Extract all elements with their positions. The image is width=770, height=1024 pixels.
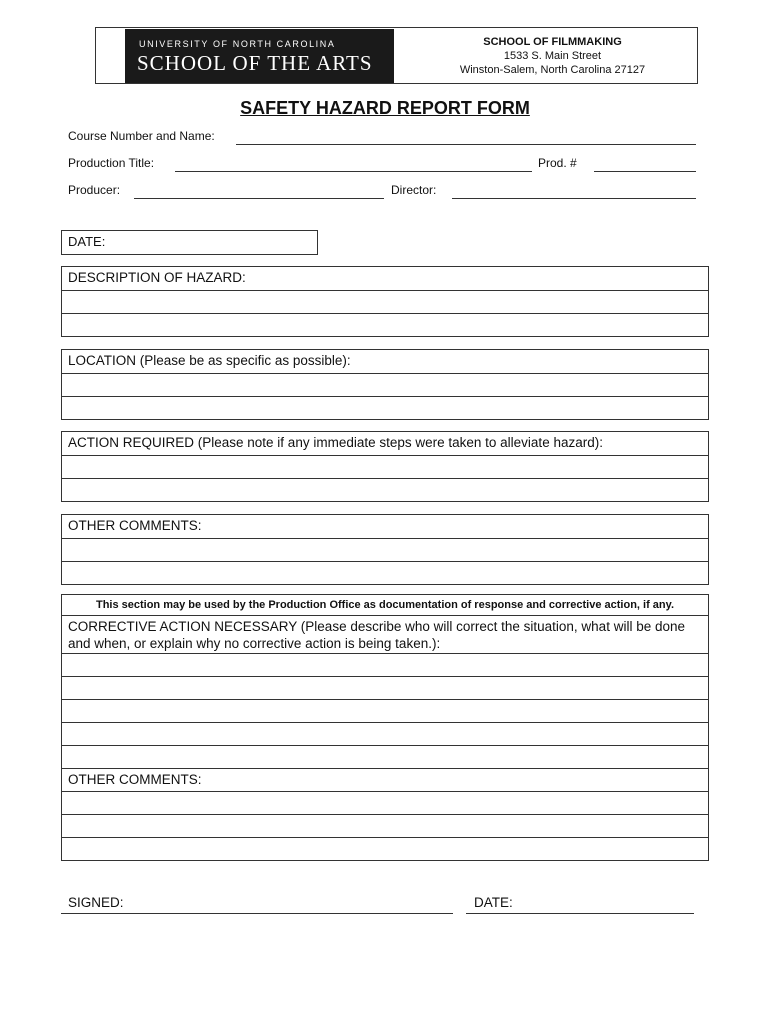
school-name: SCHOOL OF FILMMAKING xyxy=(483,36,622,48)
sign-date-input[interactable] xyxy=(466,913,694,914)
address-block xyxy=(420,35,685,77)
other-comments-heading-1: OTHER COMMENTS: xyxy=(68,518,202,533)
prod-number-input[interactable] xyxy=(594,171,696,172)
sign-date-label: DATE: xyxy=(474,895,513,910)
form-title: SAFETY HAZARD REPORT FORM xyxy=(240,98,530,118)
director-input[interactable] xyxy=(452,198,696,199)
date-label: DATE: xyxy=(68,234,106,249)
location-line-1[interactable] xyxy=(62,373,708,396)
description-heading: DESCRIPTION OF HAZARD: xyxy=(68,270,246,285)
logo-line1: UNIVERSITY OF NORTH CAROLINA xyxy=(139,39,336,49)
location-heading: LOCATION (Please be as specific as possible): xyxy=(68,353,351,368)
producer-label: Producer: xyxy=(68,183,121,197)
signature-input[interactable] xyxy=(61,913,453,914)
description-section xyxy=(61,266,709,337)
production-title-label: Production Title: xyxy=(68,156,155,170)
other-comments-section-1 xyxy=(61,514,709,585)
corrective-line-2[interactable] xyxy=(62,676,708,699)
action-section xyxy=(61,431,709,502)
action-heading: ACTION REQUIRED (Please note if any immediate steps were taken to alleviate hazard): xyxy=(68,435,603,450)
action-line-1[interactable] xyxy=(62,455,708,478)
other-comments-2-line-2[interactable] xyxy=(62,814,708,837)
corrective-line-4[interactable] xyxy=(62,722,708,745)
course-label: Course Number and Name: xyxy=(68,129,215,143)
other-comments-1-line-2[interactable] xyxy=(62,561,708,584)
description-line-1[interactable] xyxy=(62,290,708,313)
date-field[interactable] xyxy=(61,230,318,255)
logo-line2: SCHOOL OF THE ARTS xyxy=(137,51,373,75)
office-note: This section may be used by the Production Office as documentation of response and corrective action, if any. xyxy=(95,599,675,611)
director-label: Director: xyxy=(391,183,437,197)
course-input[interactable] xyxy=(236,144,696,145)
location-section xyxy=(61,349,709,420)
street-address: 1533 S. Main Street xyxy=(503,50,602,62)
signed-label: SIGNED: xyxy=(68,895,124,910)
corrective-line-3[interactable] xyxy=(62,699,708,722)
prod-number-label: Prod. # xyxy=(538,156,577,170)
description-line-2[interactable] xyxy=(62,313,708,336)
city-address: Winston-Salem, North Carolina 27127 xyxy=(459,64,646,76)
action-line-2[interactable] xyxy=(62,478,708,501)
corrective-line-1[interactable] xyxy=(62,653,708,676)
corrective-line-5[interactable] xyxy=(62,745,708,768)
other-comments-heading-2: OTHER COMMENTS: xyxy=(62,768,708,791)
location-line-2[interactable] xyxy=(62,396,708,419)
uncsa-logo xyxy=(125,29,394,83)
corrective-action-heading: CORRECTIVE ACTION NECESSARY (Please describe who will correct the situation, what will be done and when, or explain why no corrective action is being taken.): xyxy=(62,615,708,653)
production-office-section xyxy=(61,594,709,861)
producer-input[interactable] xyxy=(134,198,384,199)
other-comments-2-line-1[interactable] xyxy=(62,791,708,814)
other-comments-1-line-1[interactable] xyxy=(62,538,708,561)
other-comments-2-line-3[interactable] xyxy=(62,837,708,860)
production-title-input[interactable] xyxy=(175,171,532,172)
